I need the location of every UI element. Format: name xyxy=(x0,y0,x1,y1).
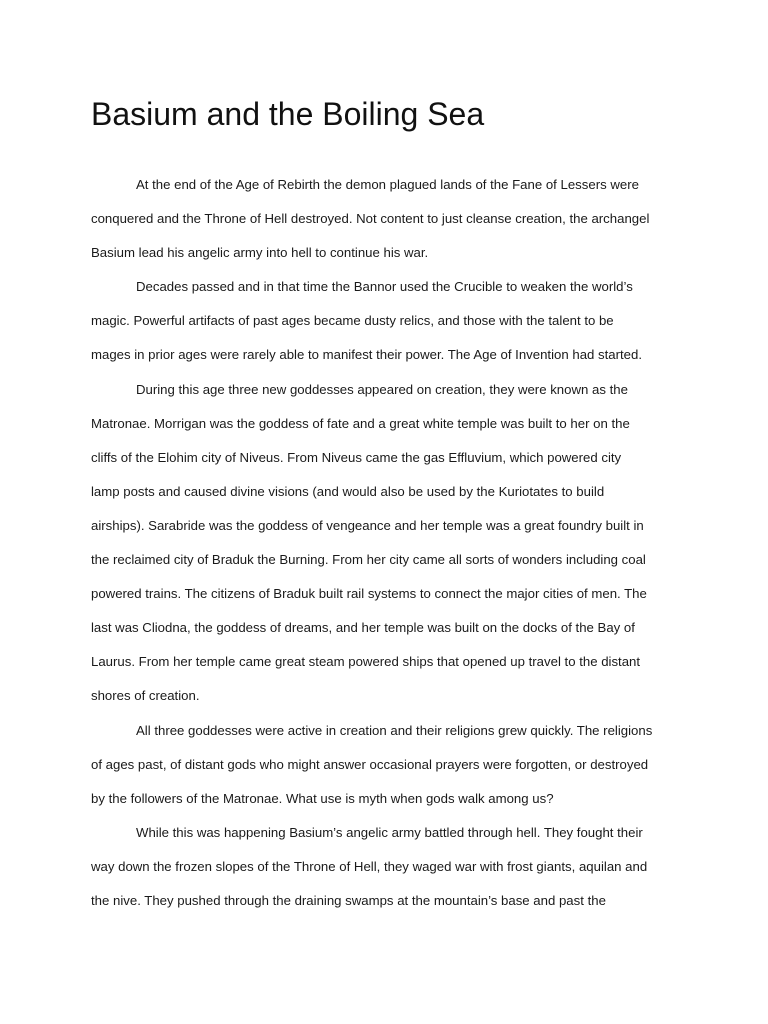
text-line: airships). Sarabride was the goddess of vengeance and her temple was a great foundry built in xyxy=(91,517,644,533)
text-line: All three goddesses were active in creation and their religions grew quickly. The religions xyxy=(136,722,653,738)
text-line: Laurus. From her temple came great steam powered ships that opened up travel to the distant xyxy=(91,654,641,670)
text-line: Decades passed and in that time the Bannor used the Crucible to weaken the world’s xyxy=(136,279,633,295)
text-line: of ages past, of distant gods who might answer occasional prayers were forgotten, or destroyed xyxy=(91,756,649,772)
text-line: conquered and the Throne of Hell destroyed. Not content to just cleanse creation, the archangel xyxy=(91,211,650,227)
text-line: the nive. They pushed through the draining swamps at the mountain’s base and past the xyxy=(91,892,606,908)
text-line: the reclaimed city of Braduk the Burning. From her city came all sorts of wonders including coal xyxy=(91,552,646,568)
document-body xyxy=(91,168,691,918)
text-line: Matronae. Morrigan was the goddess of fate and a great white temple was built to her on the xyxy=(91,415,630,431)
paragraph-2 xyxy=(91,270,691,372)
paragraph-3 xyxy=(91,373,691,714)
text-line: During this age three new goddesses appeared on creation, they were known as the xyxy=(136,381,628,397)
text-line: way down the frozen slopes of the Throne of Hell, they waged war with frost giants, aquilan and xyxy=(91,858,648,874)
paragraph-5 xyxy=(91,816,691,918)
text-line: magic. Powerful artifacts of past ages became dusty relics, and those with the talent to be xyxy=(91,313,614,329)
text-line: shores of creation. xyxy=(91,688,200,704)
text-line: lamp posts and caused divine visions (and would also be used by the Kuriotates to build xyxy=(91,483,605,499)
paragraph-4 xyxy=(91,714,691,816)
text-line: last was Cliodna, the goddess of dreams, and her temple was built on the docks of the Bay of xyxy=(91,620,635,636)
text-line: cliffs of the Elohim city of Niveus. From Niveus came the gas Effluvium, which powered city xyxy=(91,449,622,465)
text-line: While this was happening Basium’s angelic army battled through hell. They fought their xyxy=(136,824,643,840)
text-line: powered trains. The citizens of Braduk built rail systems to connect the major cities of men. The xyxy=(91,586,647,602)
document-title: Basium and the Boiling Sea xyxy=(91,96,485,132)
paragraph-1 xyxy=(91,168,691,270)
text-line: by the followers of the Matronae. What use is myth when gods walk among us? xyxy=(91,790,554,806)
text-line: mages in prior ages were rarely able to manifest their power. The Age of Invention had started. xyxy=(91,347,643,363)
text-line: At the end of the Age of Rebirth the demon plagued lands of the Fane of Lessers were xyxy=(136,177,639,192)
text-line: Basium lead his angelic army into hell to continue his war. xyxy=(91,245,429,261)
